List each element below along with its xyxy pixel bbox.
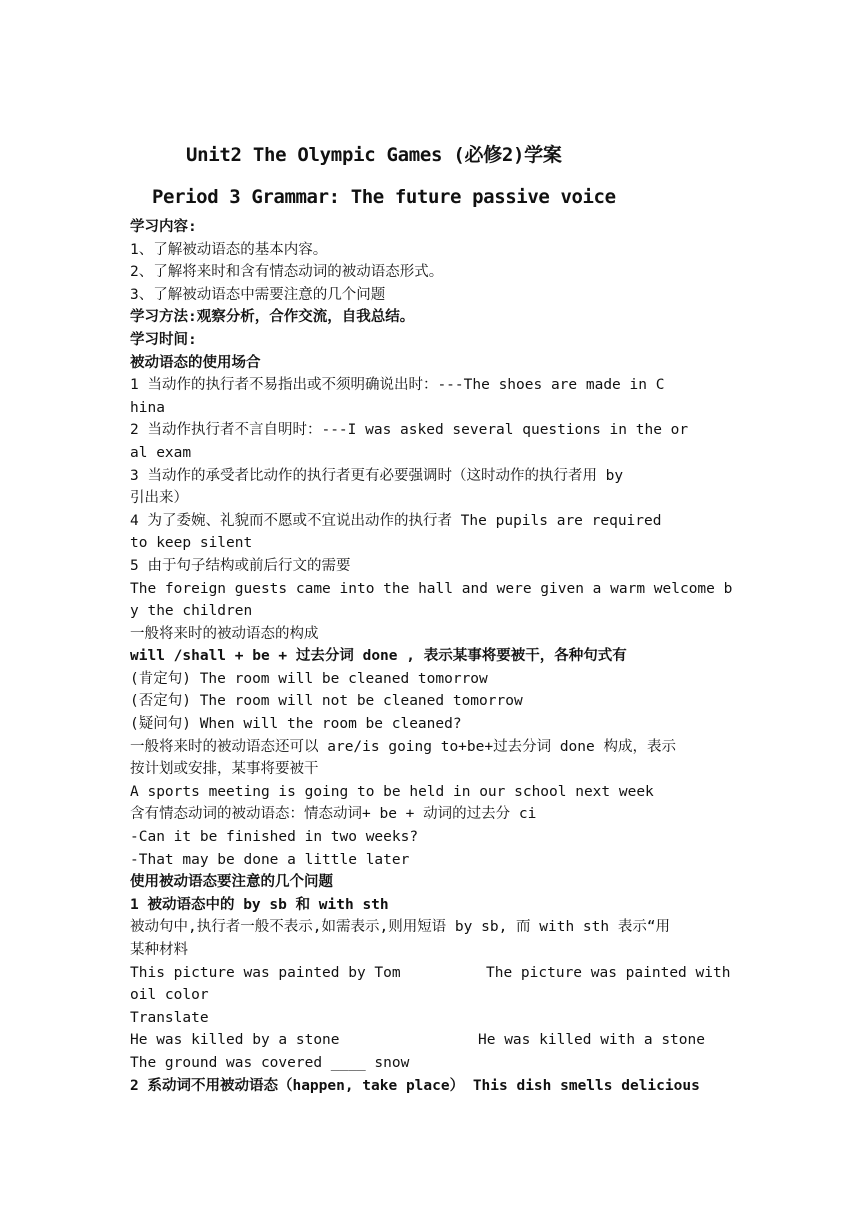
example-left: He was killed by a stone (130, 1032, 340, 1049)
text-line: -Can it be finished in two weeks? (130, 829, 419, 846)
text-line: to keep silent (130, 535, 253, 552)
text-line: 被动句中,执行者一般不表示,如需表示,则用短语 by sb, 而 with sth 表示“用 (130, 919, 671, 936)
example-pair (130, 1029, 730, 1052)
text-line: 一般将来时的被动语态还可以 are/is going to+be+过去分词 done 构成，表示 (130, 738, 676, 755)
example-left: This picture was painted by Tom (130, 964, 401, 981)
document-title: Unit2 The Olympic Games (必修2)学案 (186, 144, 562, 166)
text-line: 引出来） (130, 490, 188, 507)
text-line: (肯定句) The room will be cleaned tomorrow (130, 670, 488, 687)
text-line: y the children (130, 603, 253, 620)
text-line: Translate (130, 1009, 209, 1026)
formula-line: will /shall + be + 过去分词 done , 表示某事将要被干，各种句式有 (130, 648, 627, 665)
document-subtitle: Period 3 Grammar: The future passive voice (152, 186, 616, 208)
section-heading: 1 被动语态中的 by sb 和 with sth (130, 896, 389, 913)
section-heading: 学习方法:观察分析，合作交流，自我总结。 (130, 309, 415, 326)
text-line: 3 当动作的承受者比动作的执行者更有必要强调时（这时动作的执行者用 by (130, 467, 624, 484)
text-line: 2、了解将来时和含有情态动词的被动语态形式。 (130, 264, 444, 281)
fill-blank-line: The ground was covered ____ snow (130, 1054, 410, 1071)
section-heading: 学习时间: (130, 331, 197, 348)
section-heading: 被动语态的使用场合 (130, 354, 261, 371)
text-line: (疑问句) When will the room be cleaned? (130, 716, 462, 733)
text-line: 3、了解被动语态中需要注意的几个问题 (130, 286, 386, 303)
text-line: 4 为了委婉、礼貌而不愿或不宜说出动作的执行者 The pupils are required (130, 512, 662, 529)
section-heading: 2 系动词不用被动语态（happen, take place） This dish smells delicious (130, 1077, 700, 1094)
section-heading: 学习内容: (130, 219, 197, 235)
text-line: (否定句) The room will not be cleaned tomorrow (130, 693, 523, 710)
text-line: 含有情态动词的被动语态：情态动词+ be + 动词的过去分 ci (130, 806, 537, 823)
text-line: 1、了解被动语态的基本内容。 (130, 241, 328, 258)
example-right: He was killed with a stone (478, 1032, 705, 1049)
document-body (130, 216, 733, 1097)
text-line: -That may be done a little later (130, 851, 410, 868)
section-heading: 使用被动语态要注意的几个问题 (130, 874, 333, 891)
text-line: 1 当动作的执行者不易指出或不须明确说出时：---The shoes are made in C (130, 377, 665, 394)
text-line: 按计划或安排，某事将要被干 (130, 761, 319, 778)
text-line: oil color (130, 987, 209, 1004)
example-right: The picture was painted with (486, 964, 731, 981)
text-line: 5 由于句子结构或前后行文的需要 (130, 557, 351, 574)
text-line: A sports meeting is going to be held in our school next week (130, 783, 654, 800)
text-line: al exam (130, 444, 192, 461)
example-pair (130, 962, 730, 985)
text-line: 某种材料 (130, 942, 188, 958)
text-line: 一般将来时的被动语态的构成 (130, 625, 319, 642)
text-line: hina (130, 399, 165, 416)
text-line: 2 当动作执行者不言自明时：---I was asked several questions in the or (130, 422, 689, 439)
text-line: The foreign guests came into the hall and were given a warm welcome b (130, 580, 733, 597)
